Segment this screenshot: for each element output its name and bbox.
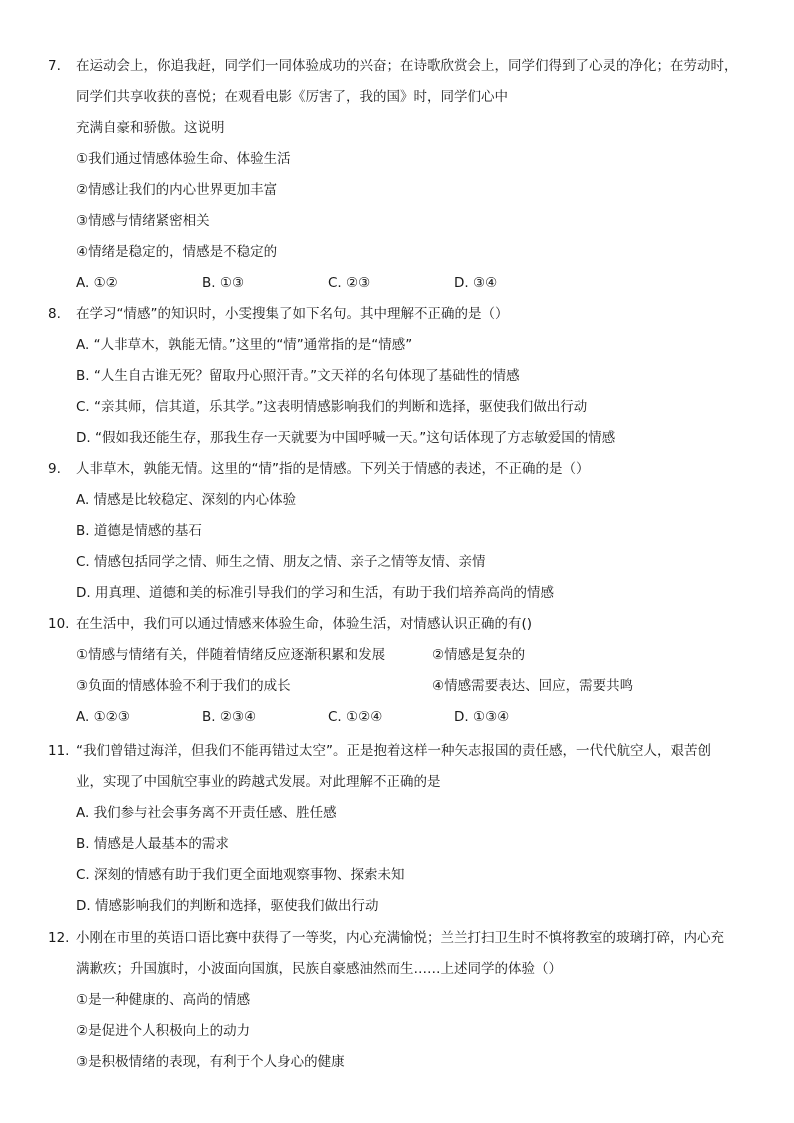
question-stem-line: 业，实现了中国航空事业的跨越式发展。对此理解不正确的是 — [76, 774, 441, 790]
option-c[interactable]: C. ①②④ — [328, 709, 383, 725]
question-number: 9. — [48, 461, 61, 477]
option-a[interactable]: A. ①② — [76, 275, 118, 291]
option-c[interactable]: C. “亲其师，信其道，乐其学。”这表明情感影响我们的判断和选择，驱使我们做出行动 — [76, 399, 588, 415]
question-number: 8. — [48, 306, 61, 322]
statement: ③是积极情绪的表现，有利于个人身心的健康 — [76, 1054, 345, 1070]
option-d[interactable]: D. ①③④ — [454, 709, 510, 725]
option-c[interactable]: C. 情感包括同学之情、师生之情、朋友之情、亲子之情等友情、亲情 — [76, 554, 486, 570]
option-a[interactable]: A. ①②③ — [76, 709, 130, 725]
statement: ④情绪是稳定的，情感是不稳定的 — [76, 244, 278, 260]
question-stem-line: 充满自豪和骄傲。这说明 — [76, 120, 225, 136]
question-stem-line: 同学们共享收获的喜悦；在观看电影《厉害了，我的国》时，同学们心中 — [76, 89, 508, 105]
question-stem-line: 人非草木，孰能无情。这里的“情”指的是情感。下列关于情感的表述，不正确的是（） — [76, 461, 590, 477]
question-number: 10. — [48, 616, 70, 632]
statement: ②是促进个人积极向上的动力 — [76, 1023, 251, 1039]
question-stem-line: 小刚在市里的英语口语比赛中获得了一等奖，内心充满愉悦；兰兰打扫卫生时不慎将教室的玻璃打碎，内心充 — [76, 930, 724, 946]
option-b[interactable]: B. ①③ — [202, 275, 245, 291]
statement: ②情感是复杂的 — [432, 647, 526, 663]
question-stem-line: 在生活中，我们可以通过情感来体验生命，体验生活，对情感认识正确的有() — [76, 616, 533, 632]
option-b[interactable]: B. ②③④ — [202, 709, 257, 725]
question-number: 7. — [48, 58, 61, 74]
question-number: 11. — [48, 743, 70, 759]
statement: ①情感与情绪有关，伴随着情绪反应逐渐积累和发展 — [76, 647, 386, 663]
question-number: 12. — [48, 930, 70, 946]
statement: ①是一种健康的、高尚的情感 — [76, 992, 251, 1008]
option-b[interactable]: B. 情感是人最基本的需求 — [76, 836, 229, 852]
option-d[interactable]: D. 情感影响我们的判断和选择，驱使我们做出行动 — [76, 898, 379, 914]
statement: ④情感需要表达、回应，需要共鸣 — [432, 678, 634, 694]
option-d[interactable]: D. ③④ — [454, 275, 498, 291]
option-c[interactable]: C. 深刻的情感有助于我们更全面地观察事物、探索未知 — [76, 867, 405, 883]
option-b[interactable]: B. 道德是情感的基石 — [76, 523, 202, 539]
statement: ②情感让我们的内心世界更加丰富 — [76, 182, 278, 198]
option-a[interactable]: A. “人非草木，孰能无情。”这里的“情”通常指的是“情感” — [76, 337, 413, 353]
option-d[interactable]: D. “假如我还能生存，那我生存一天就要为中国呼喊一天。”这句话体现了方志敏爱国的情感 — [76, 430, 616, 446]
question-stem-line: “我们曾错过海洋，但我们不能再错过太空”。正是抱着这样一种矢志报国的责任感，一代代航空人，艰苦创 — [76, 743, 711, 759]
statement: ③情感与情绪紧密相关 — [76, 213, 210, 229]
option-a[interactable]: A. 我们参与社会事务离不开责任感、胜任感 — [76, 805, 337, 821]
option-c[interactable]: C. ②③ — [328, 275, 371, 291]
question-stem-line: 满歉疚；升国旗时，小波面向国旗，民族自豪感油然而生……上述同学的体验（） — [76, 961, 562, 977]
statement: ①我们通过情感体验生命、体验生活 — [76, 151, 291, 167]
statement: ③负面的情感体验不利于我们的成长 — [76, 678, 291, 694]
option-d[interactable]: D. 用真理、道德和美的标准引导我们的学习和生活，有助于我们培养高尚的情感 — [76, 585, 554, 601]
question-stem-line: 在运动会上，你追我赶，同学们一同体验成功的兴奋；在诗歌欣赏会上，同学们得到了心灵的净化；在劳动时， — [76, 58, 738, 74]
option-b[interactable]: B. “人生自古谁无死？留取丹心照汗青。”文天祥的名句体现了基础性的情感 — [76, 368, 520, 384]
option-a[interactable]: A. 情感是比较稳定、深刻的内心体验 — [76, 492, 297, 508]
question-stem-line: 在学习“情感”的知识时，小雯搜集了如下名句。其中理解不正确的是（） — [76, 306, 509, 322]
